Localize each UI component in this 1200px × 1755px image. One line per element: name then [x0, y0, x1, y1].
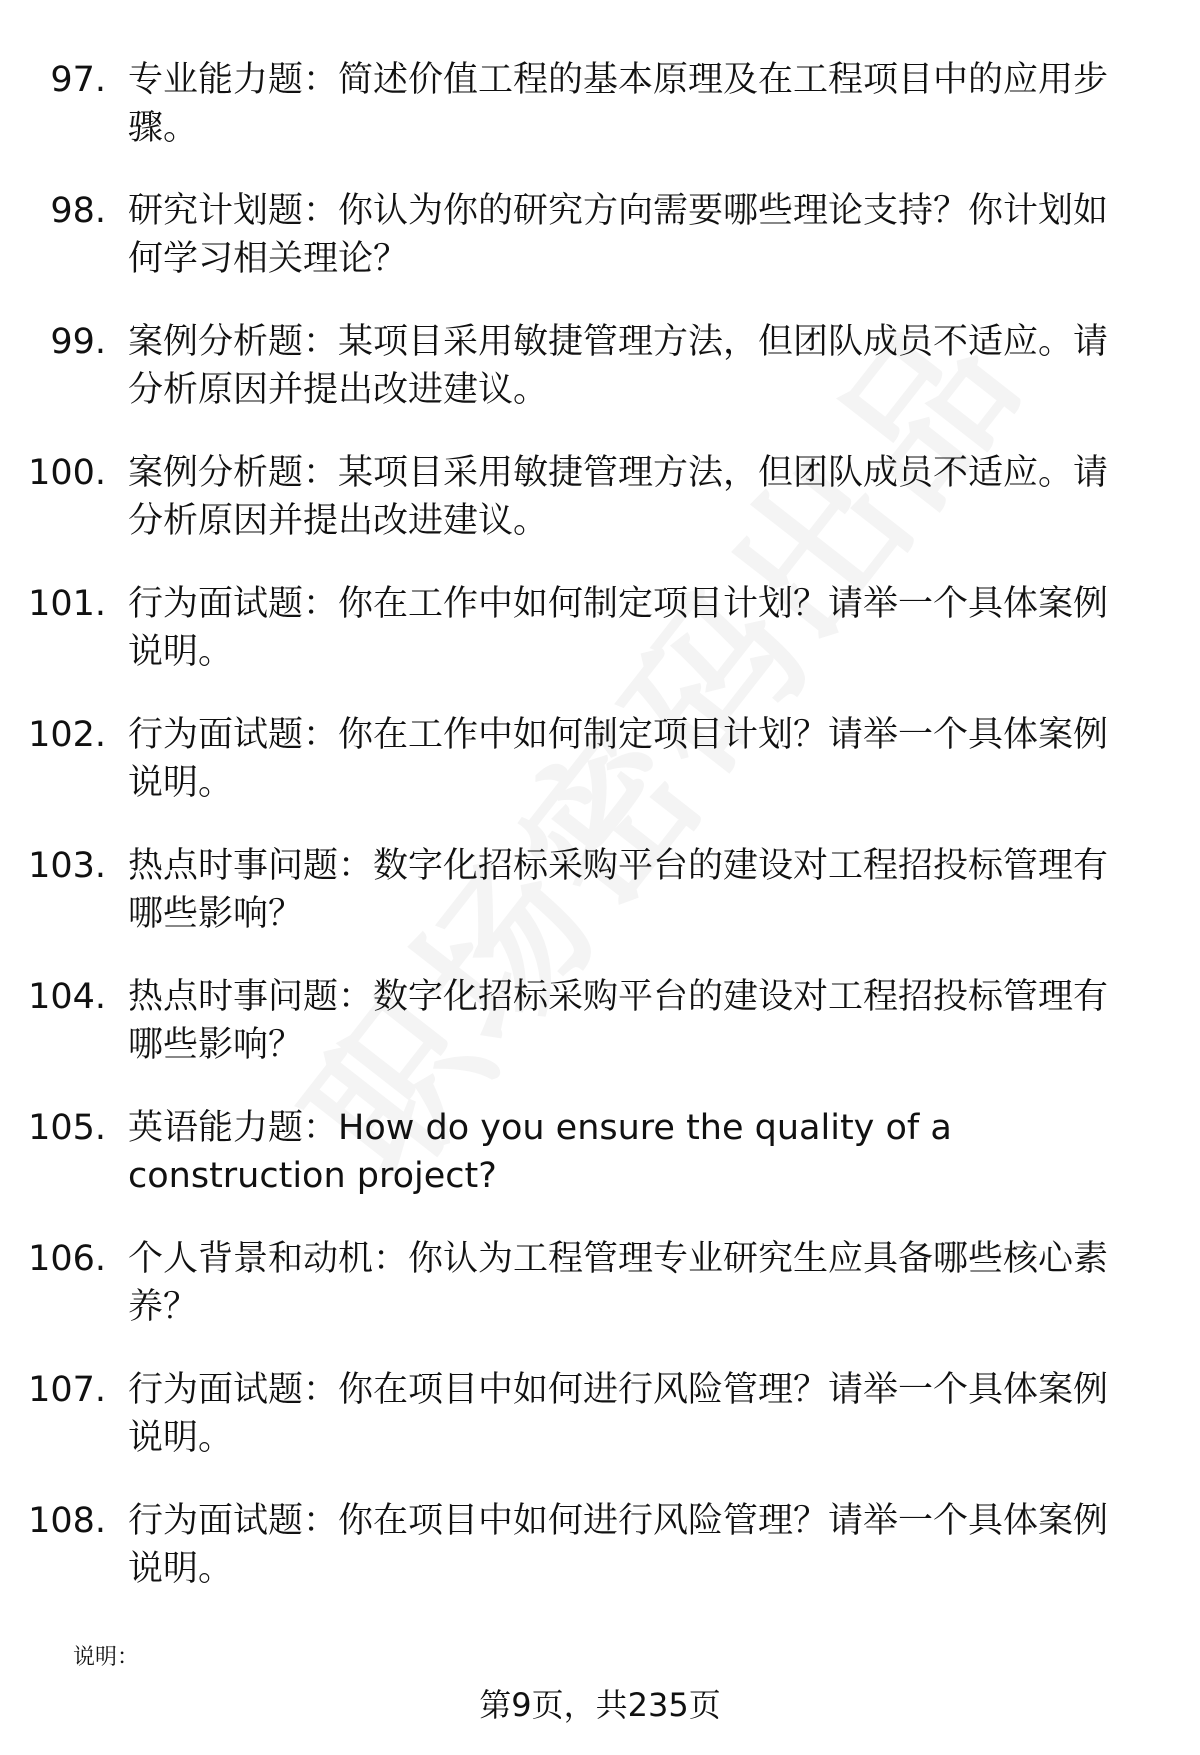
question-number: 105. — [28, 1108, 106, 1148]
question-number: 102. — [28, 715, 106, 755]
question-number: 104. — [28, 977, 106, 1017]
question-text: 英语能力题：How do you ensure the quality of a construction project? — [128, 1108, 952, 1196]
question-item — [0, 449, 1200, 580]
question-item — [0, 1497, 1200, 1628]
question-text: 行为面试题：你在项目中如何进行风险管理？请举一个具体案例说明。 — [128, 1501, 1109, 1589]
question-number: 101. — [28, 584, 106, 624]
question-item — [0, 1366, 1200, 1497]
question-text: 研究计划题：你认为你的研究方向需要哪些理论支持？你计划如何学习相关理论？ — [128, 191, 1109, 279]
question-text: 行为面试题：你在工作中如何制定项目计划？请举一个具体案例说明。 — [128, 584, 1109, 672]
question-item — [0, 318, 1200, 449]
question-item — [0, 1235, 1200, 1366]
page-footer: 第9页，共235页 — [479, 1686, 721, 1724]
question-item — [0, 1104, 1200, 1235]
question-text: 专业能力题：简述价值工程的基本原理及在工程项目中的应用步骤。 — [128, 60, 1109, 148]
question-text: 热点时事问题：数字化招标采购平台的建设对工程招投标管理有哪些影响？ — [128, 977, 1109, 1065]
question-number: 99. — [50, 322, 106, 362]
question-number: 106. — [28, 1239, 106, 1279]
question-item — [0, 711, 1200, 842]
question-number: 97. — [50, 60, 106, 100]
question-item — [0, 187, 1200, 318]
question-list — [0, 56, 1200, 1628]
question-item — [0, 56, 1200, 187]
question-number: 100. — [28, 453, 106, 493]
question-number: 107. — [28, 1370, 106, 1410]
question-item — [0, 580, 1200, 711]
question-item — [0, 842, 1200, 973]
question-text: 案例分析题：某项目采用敏捷管理方法，但团队成员不适应。请分析原因并提出改进建议。 — [128, 453, 1109, 541]
question-item — [0, 973, 1200, 1104]
question-text: 热点时事问题：数字化招标采购平台的建设对工程招投标管理有哪些影响？ — [128, 846, 1109, 934]
question-number: 98. — [50, 191, 106, 231]
question-text: 行为面试题：你在项目中如何进行风险管理？请举一个具体案例说明。 — [128, 1370, 1109, 1458]
question-number: 108. — [28, 1501, 106, 1541]
question-text: 行为面试题：你在工作中如何制定项目计划？请举一个具体案例说明。 — [128, 715, 1109, 803]
note-label: 说明： — [73, 1645, 140, 1670]
question-text: 个人背景和动机：你认为工程管理专业研究生应具备哪些核心素养？ — [128, 1239, 1109, 1327]
question-number: 103. — [28, 846, 106, 886]
question-text: 案例分析题：某项目采用敏捷管理方法，但团队成员不适应。请分析原因并提出改进建议。 — [128, 322, 1109, 410]
